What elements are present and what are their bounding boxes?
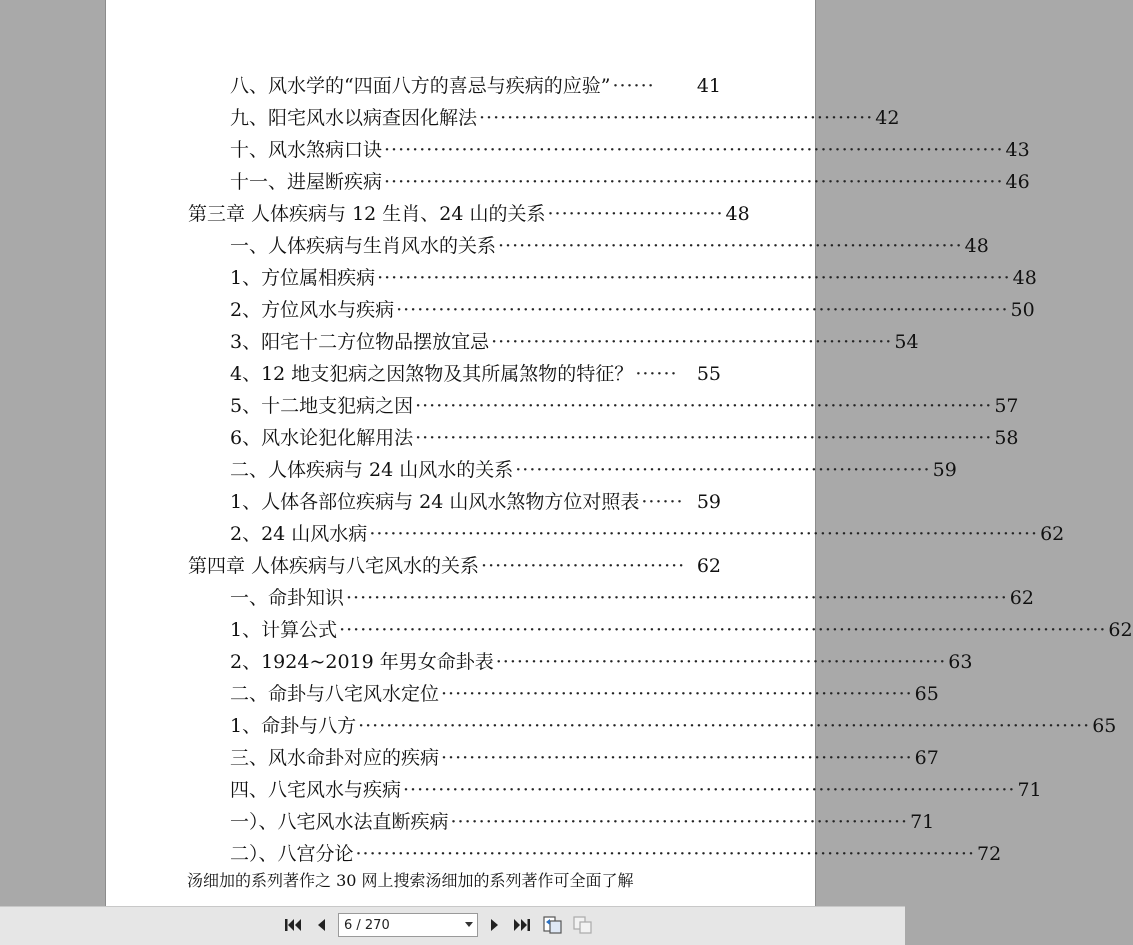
toc-page-number: 62 [1108, 619, 1133, 641]
toc-entry-title: 一、命卦知识 [230, 587, 345, 609]
toc-page-number: 62 [696, 555, 721, 577]
single-page-icon [542, 915, 564, 935]
toc-page-number: 62 [1009, 587, 1034, 609]
toc-entry [230, 74, 721, 98]
toc-entry [230, 394, 1019, 418]
previous-page-icon [314, 917, 328, 933]
toc-leader-dots: ··································································· [441, 683, 913, 705]
toc-leader-dots: ········································································································ [358, 715, 1091, 737]
page-indicator: 6 / 270 [344, 917, 390, 933]
toc-page-number: 41 [696, 75, 721, 97]
toc-leader-dots: ······························································································· [369, 523, 1039, 545]
toc-entry-title: 3、阳宅十二方位物品摆放宜忌 [230, 331, 490, 353]
toc-page-number: 72 [977, 843, 1002, 865]
toc-leader-dots: ······ [641, 491, 684, 513]
toc-entry [230, 426, 1019, 450]
toc-entry-title: 四、八宅风水与疾病 [230, 779, 402, 801]
toc-entry [230, 650, 973, 674]
toc-entry-title: 1、方位属相疾病 [230, 267, 376, 289]
toc-leader-dots: ··································································· [441, 747, 913, 769]
toc-leader-dots: ·················································································· [415, 395, 993, 417]
toc-leader-dots: ································································· [450, 811, 909, 833]
toc-entry [230, 106, 900, 130]
chevron-down-icon [465, 922, 473, 927]
toc-page-number: 54 [894, 331, 919, 353]
toc-entry-title: 2、24 山风水病 [230, 523, 368, 545]
toc-page-number: 42 [875, 107, 900, 129]
toc-leader-dots: ·················································································· [415, 427, 993, 449]
toc-entry-title: 九、阳宅风水以病查因化解法 [230, 107, 478, 129]
toc-entry [230, 682, 939, 706]
toc-page-number: 59 [696, 491, 721, 513]
toc-entry-title: 二、命卦与八宅风水定位 [230, 683, 440, 705]
toc-entry-title: 十、风水煞病口诀 [230, 139, 383, 161]
toc-leader-dots: ······················································································· [396, 299, 1009, 321]
toc-entry-title: 1、人体各部位疾病与 24 山风水煞物方位对照表 [230, 491, 640, 513]
toc-page-number: 62 [1040, 523, 1065, 545]
toc-entry-title: 5、十二地支犯病之因 [230, 395, 414, 417]
toc-page-number: 65 [914, 683, 939, 705]
toc-leader-dots: ························································ [479, 107, 874, 129]
pdf-toolbar [0, 906, 905, 945]
toc-entry-title: 6、风水论犯化解用法 [230, 427, 414, 449]
toc-entry [230, 138, 1030, 162]
toc-entry [230, 586, 1034, 610]
toc-entry [230, 266, 1037, 290]
two-page-view-button[interactable] [572, 914, 594, 936]
first-page-icon [284, 917, 302, 933]
toc-page-number: 55 [696, 363, 721, 385]
toc-leader-dots: ·························································································· [377, 267, 1011, 289]
toc-page-number: 71 [1017, 779, 1042, 801]
toc-entry-title: 二）、八宫分论 [230, 843, 354, 865]
toc-leader-dots: ························································································ [384, 139, 1004, 161]
page-footer: 汤细加的系列著作之 30 网上搜索汤细加的系列著作可全面了解 [187, 871, 634, 890]
toc-entry-title: 第四章 人体疾病与八宅风水的关系 [188, 555, 480, 577]
toc-entry [230, 778, 1042, 802]
toc-leader-dots: ······ [612, 75, 655, 97]
toc-entry [230, 170, 1030, 194]
toc-leader-dots: ························································································ [384, 171, 1004, 193]
toc-page-number: 46 [1005, 171, 1030, 193]
two-page-icon [572, 915, 594, 935]
next-page-button[interactable] [484, 914, 506, 936]
toc-entry [188, 554, 721, 578]
toc-entry [230, 490, 721, 514]
toc-entry [230, 362, 721, 386]
toc-entry [230, 234, 989, 258]
toc-entry [188, 202, 750, 226]
next-page-icon [488, 917, 502, 933]
toc-leader-dots: ························································································ [355, 843, 975, 865]
toc-leader-dots: ······ [635, 363, 678, 385]
toc-leader-dots: ····························· [481, 555, 686, 577]
toc-entry [230, 458, 957, 482]
toc-entry-title: 一）、八宅风水法直断疾病 [230, 811, 449, 833]
toc-page-number: 50 [1010, 299, 1035, 321]
toc-leader-dots: ·································································· [498, 235, 963, 257]
toc-entry [230, 746, 939, 770]
toc-leader-dots: ··························································· [515, 459, 931, 481]
toc-entry-title: 三、风水命卦对应的疾病 [230, 747, 440, 769]
toc-leader-dots: ························································· [491, 331, 893, 353]
toc-page-number: 57 [994, 395, 1019, 417]
toc-page-number: 58 [994, 427, 1019, 449]
first-page-button[interactable] [282, 914, 304, 936]
toc-entry-title: 1、命卦与八方 [230, 715, 357, 737]
previous-page-button[interactable] [310, 914, 332, 936]
toc-entry-title: 八、风水学的“四面八方的喜忌与疾病的应验” [230, 75, 611, 97]
toc-entry-title: 2、1924~2019 年男女命卦表 [230, 651, 494, 673]
toc-entry-title: 十一、进屋断疾病 [230, 171, 383, 193]
toc-page-number: 48 [1012, 267, 1037, 289]
toc-page-number: 59 [932, 459, 957, 481]
toc-page-number: 71 [910, 811, 935, 833]
toc-entry-title: 4、12 地支犯病之因煞物及其所属煞物的特征？ [230, 363, 634, 385]
document-page [105, 0, 1133, 906]
toc-page-number: 63 [948, 651, 973, 673]
toc-entry-title: 1、计算公式 [230, 619, 338, 641]
toc-leader-dots: ············································································································· [339, 619, 1107, 641]
toc-entry [230, 618, 1133, 642]
toc-page-number: 48 [964, 235, 989, 257]
toc-entry-title: 一、人体疾病与生肖风水的关系 [230, 235, 497, 257]
toc-entry-title: 2、方位风水与疾病 [230, 299, 395, 321]
toc-page-number: 43 [1005, 139, 1030, 161]
toc-entry [230, 522, 1065, 546]
toc-leader-dots: ································································ [495, 651, 947, 673]
last-page-icon [513, 917, 531, 933]
toc-entry [230, 842, 1002, 866]
toc-page-number: 48 [725, 203, 750, 225]
toc-page-number: 65 [1092, 715, 1117, 737]
toc-entry [230, 298, 1035, 322]
toc-entry-title: 二、人体疾病与 24 山风水的关系 [230, 459, 514, 481]
last-page-button[interactable] [511, 914, 533, 936]
toc-leader-dots: ······················································································· [403, 779, 1016, 801]
page-number-select[interactable] [338, 913, 478, 937]
toc-page-number: 67 [914, 747, 939, 769]
toc-entry [230, 330, 919, 354]
toc-entry [230, 714, 1117, 738]
toc-entry-title: 第三章 人体疾病与 12 生肖、24 山的关系 [188, 203, 546, 225]
toc-entry [230, 810, 935, 834]
toc-leader-dots: ························· [547, 203, 724, 225]
toc-leader-dots: ······························································································ [346, 587, 1008, 609]
single-page-view-button[interactable] [542, 914, 564, 936]
